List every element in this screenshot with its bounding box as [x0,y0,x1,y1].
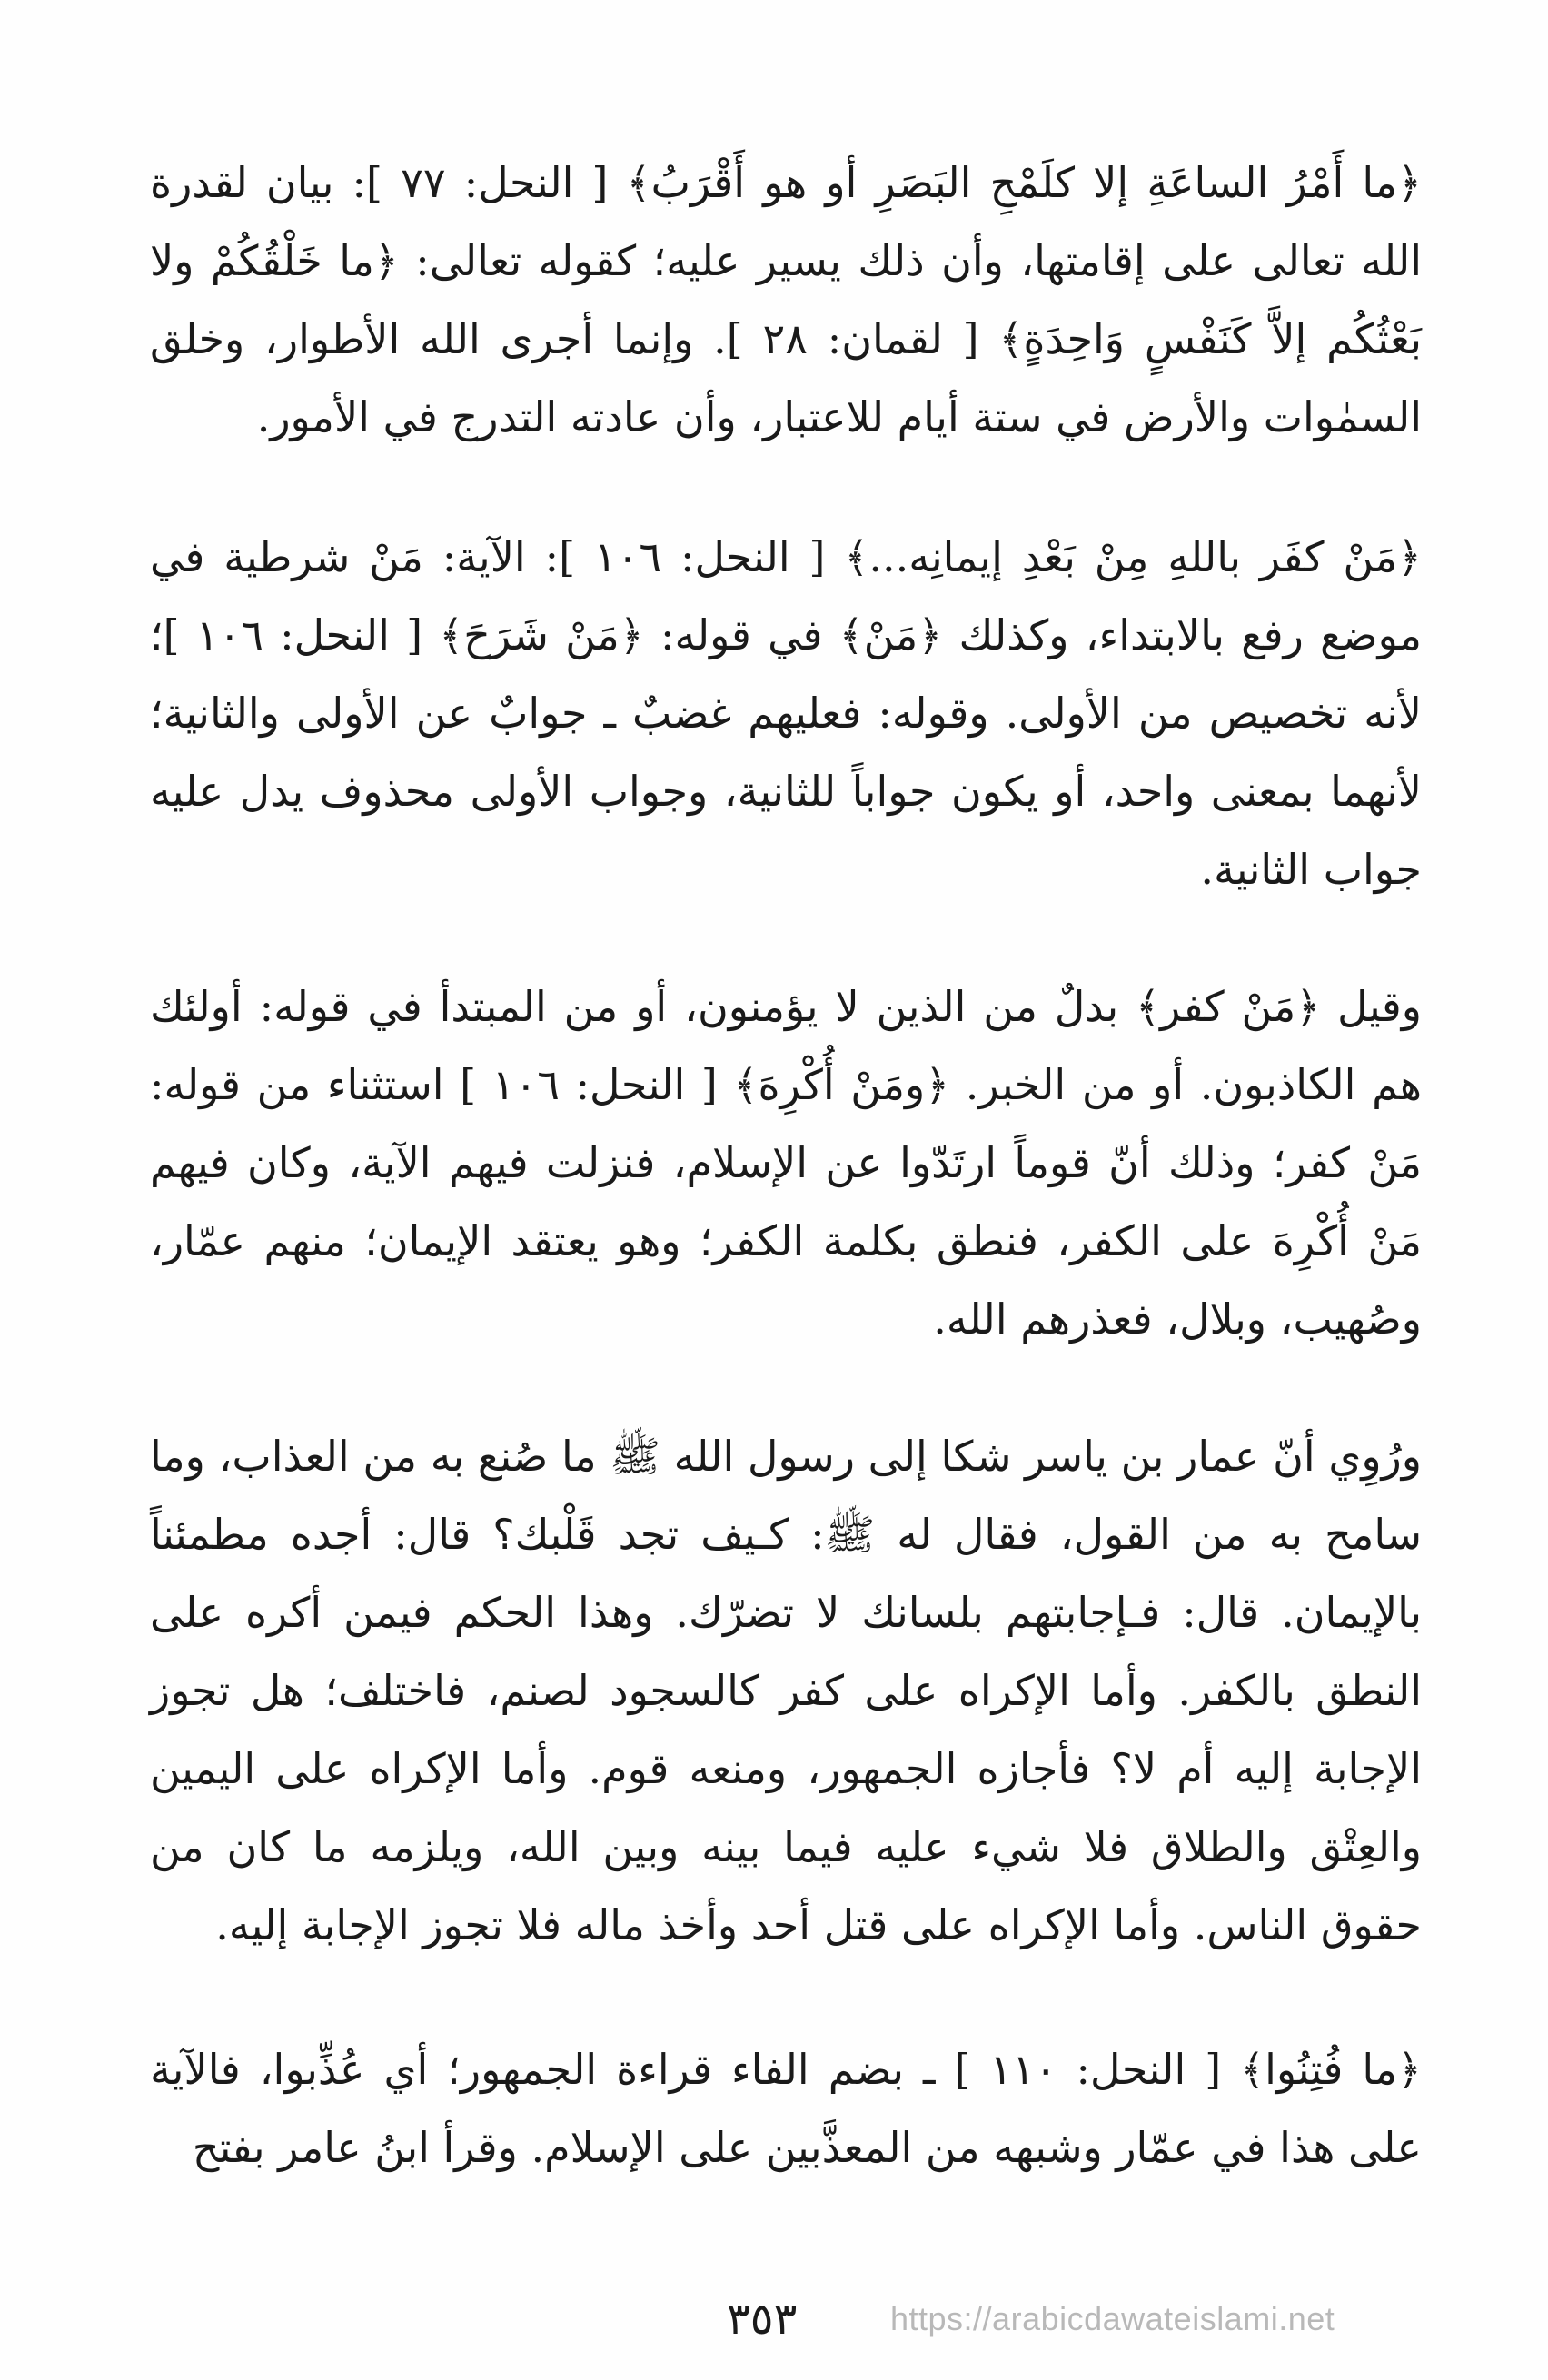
page-number: ٣٥٣ [727,2294,798,2345]
paragraph-1: ﴿ما أَمْرُ الساعَةِ إلا كلَمْحِ البَصَرِ أو هو أَقْرَبُ﴾ [ النحل: ٧٧ ]: بيان لقدرة الله تعالى على إقامتها، وأن ذلك يسير عليه؛ كقوله تعالى: ﴿ما خَلْقُكُمْ ولا بَعْثُكُم إلاَّ كَنَفْسٍ وَاحِدَةٍ﴾ [ لقمان: ٢٨ ]. وإنما أجرى الله الأطوار، وخلق السمٰوات والأرض في ستة أيام للاعتبار، وأن عادته التدرج في الأمور. [150,158,1422,441]
paragraph-5: ﴿ما فُتِنُوا﴾ [ النحل: ١١٠ ] ـ بضم الفاء قراءة الجمهور؛ أي عُذِّبوا، فالآية على هذا في عمّار وشبهه من المعذَّبين على الإسلام. وقرأ ابنُ عامر بفتح [150,2045,1422,2172]
paragraph-3: وقيل ﴿مَنْ كفر﴾ بدلٌ من الذين لا يؤمنون، أو من المبتدأ في قوله: أولئك هم الكاذبون. أو من الخبر. ﴿ومَنْ أُكْرِهَ﴾ [ النحل: ١٠٦ ] استثناء من قوله: مَنْ كفر؛ وذلك أنّ قوماً ارتَدّوا عن الإسلام، فنزلت فيهم الآية، وكان فيهم مَنْ أُكْرِهَ على الكفر، فنطق بكلمة الكفر؛ وهو يعتقد الإيمان؛ منهم عمّار، وصُهيب، وبلال، فعذرهم الله. [150,982,1422,1344]
watermark-url: https://arabicdawateislami.net [890,2300,1335,2337]
paragraph-4: ورُوِي أنّ عمار بن ياسر شكا إلى رسول الله ﷺ ما صُنع به من العذاب، وما سامح به من القول، فقال له ﷺ: كـيف تجد قَلْبك؟ قال: أجده مطمئناً بالإيمان. قال: فـإجابتهم بلسانك لا تضرّك. وهذا الحكم فيمن أكره على النطق بالكفر. وأما الإكراه على كفر كالسجود لصنم، فاختلف؛ هل تجوز الإجابة إليه أم لا؟ فأجازه الجمهور، ومنعه قوم. وأما الإكراه على اليمين والعِتْق والطلاق فلا شيء عليه فيما بينه وبين الله، ويلزمه ما كان من حقوق الناس. وأما الإكراه على قتل أحد وأخذ ماله فلا تجوز الإجابة إليه. [150,1432,1422,1949]
paragraph-2: ﴿مَنْ كفَر باللهِ مِنْ بَعْدِ إيمانِه...﴾ [ النحل: ١٠٦ ]: الآية: مَنْ شرطية في موضع رفع بالابتداء، وكذلك ﴿مَنْ﴾ في قوله: ﴿مَنْ شَرَحَ﴾ [ النحل: ١٠٦ ]؛ لأنه تخصيص من الأولى. وقوله: فعليهم غضبٌ ـ جوابٌ عن الأولى والثانية؛ لأنهما بمعنى واحد، أو يكون جواباً للثانية، وجواب الأولى محذوف يدل عليه جواب الثانية. [150,532,1422,894]
